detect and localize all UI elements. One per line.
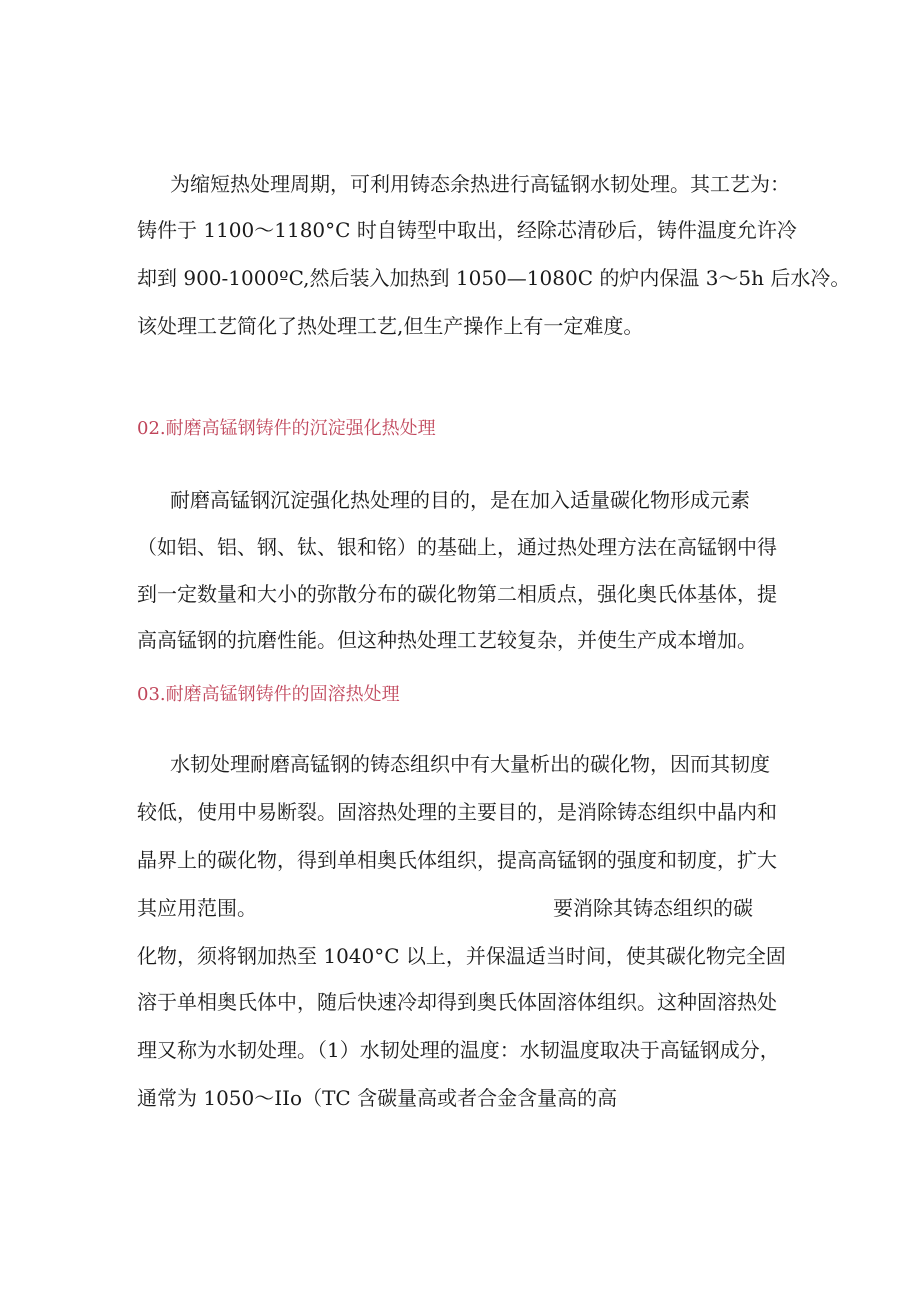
- section-3-heading: 03.耐磨高锰钢铸件的固溶热处理: [137, 684, 400, 705]
- paragraph-1-line-2: 铸件于 1100～1180°C 时自铸型中取出，经除芯清砂后，铸件温度允许冷: [137, 218, 797, 242]
- section-2-line-3: 到一定数量和大小的弥散分布的碳化物第二相质点，强化奥氏体基体，提: [137, 582, 777, 606]
- section-3-line-8: 通常为 1050～IIo（TC 含碳量高或者合金含量高的高: [137, 1086, 618, 1110]
- section-2-line-4: 高高锰钢的抗磨性能。但这种热处理工艺较复杂，并使生产成本增加。: [137, 628, 757, 652]
- section-3-line-4b: 要消除其铸态组织的碳: [553, 896, 753, 920]
- section-3-line-6: 溶于单相奥氏体中，随后快速冷却得到奥氏体固溶体组织。这种固溶热处: [137, 990, 777, 1014]
- paragraph-1-line-1: 为缩短热处理周期，可利用铸态余热进行高锰钢水韧处理。其工艺为：: [170, 172, 790, 196]
- section-2-line-1: 耐磨高锰钢沉淀强化热处理的目的，是在加入适量碳化物形成元素: [170, 488, 750, 512]
- section-3-line-5: 化物，须将钢加热至 1040°C 以上，并保温适当时间，使其碳化物完全固: [137, 944, 786, 968]
- section-2-heading: 02.耐磨高锰钢铸件的沉淀强化热处理: [137, 418, 436, 439]
- section-3-line-2: 较低，使用中易断裂。固溶热处理的主要目的，是消除铸态组织中晶内和: [137, 800, 777, 824]
- section-3-line-4a: 其应用范围。: [137, 896, 257, 920]
- section-3-line-3: 晶界上的碳化物，得到单相奥氏体组织，提高高锰钢的强度和韧度，扩大: [137, 848, 777, 872]
- paragraph-1-line-4: 该处理工艺简化了热处理工艺,但生产操作上有一定难度。: [137, 314, 644, 338]
- section-3-line-1: 水韧处理耐磨高锰钢的铸态组织中有大量析出的碳化物，因而其韧度: [170, 752, 770, 776]
- section-2-line-2: （如铝、铝、钢、钛、银和铭）的基础上，通过热处理方法在高锰钢中得: [137, 535, 777, 559]
- paragraph-1-line-3: 却到 900-1000ºC,然后装入加热到 1050—1080C 的炉内保温 3～5h 后水冷。: [137, 266, 851, 290]
- section-3-line-7: 理又称为水韧处理。（1）水韧处理的温度：水韧温度取决于高锰钢成分，: [137, 1038, 780, 1062]
